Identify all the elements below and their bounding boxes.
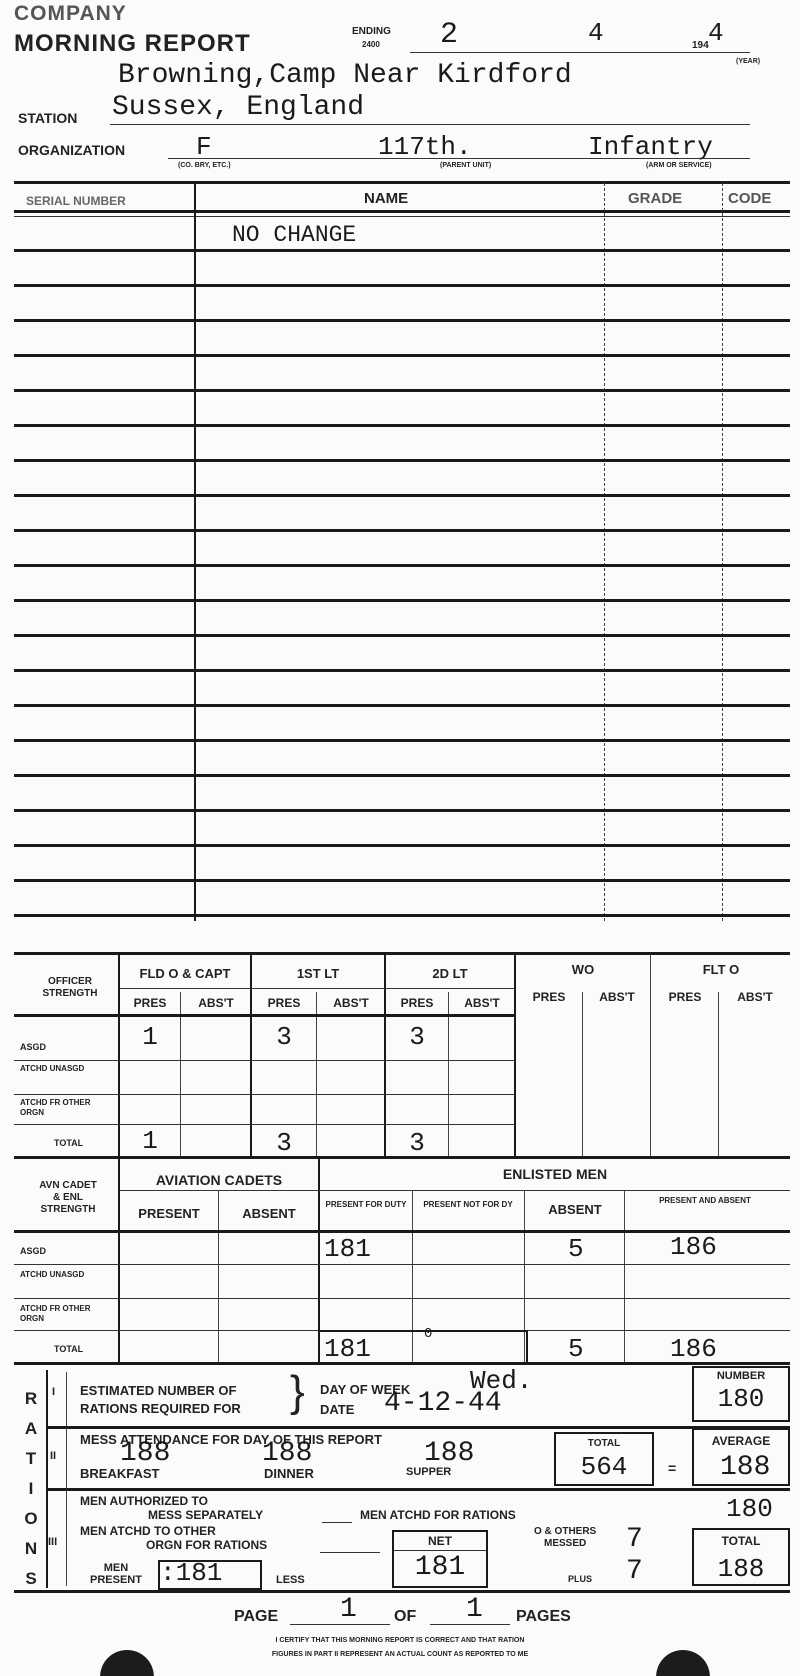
atchd-other-line-1: MEN ATCHD TO OTHER (80, 1524, 216, 1538)
officer-row-atchd-other: ATCHD FR OTHER ORGN (20, 1098, 91, 1117)
rations-part-1: I (52, 1386, 56, 1398)
wo-abst-header: ABS'T (599, 990, 635, 1004)
number-value: 180 (717, 1384, 765, 1414)
others-line-2: MESSED (544, 1538, 587, 1549)
roster-row-rule (14, 354, 790, 357)
officer-strength-label (20, 976, 120, 1000)
code-header: CODE (728, 190, 772, 207)
officer-group-flt-o: FLT O (702, 962, 740, 977)
em-present-for-duty-header: PRESENT FOR DUTY (325, 1200, 407, 1209)
officer-group-wo: WO (571, 962, 595, 977)
total-present-and-absent: 186 (670, 1334, 717, 1364)
aviation-cadets-header: AVIATION CADETS (155, 1172, 283, 1188)
enlisted-men-header: ENLISTED MEN (502, 1166, 608, 1182)
officer-group-rule (120, 988, 514, 989)
rations-bottom-rule (14, 1590, 790, 1593)
page-number: 1 (340, 1594, 357, 1625)
men-atchd-rations-value: 180 (726, 1494, 773, 1524)
avn-group-rule (120, 1190, 790, 1191)
rations-letter: A (24, 1419, 38, 1438)
ending-month: 4 (588, 18, 604, 48)
rations-side-divider (46, 1370, 48, 1588)
total-fld-pres: 1 (142, 1126, 158, 1156)
men-atchd-rations-label: MEN ATCHD FOR RATIONS (360, 1508, 516, 1522)
avn-label-divider (118, 1158, 120, 1362)
officer-header-rule (14, 1014, 514, 1017)
breakfast-label: BREAKFAST (80, 1466, 160, 1481)
avn-label-1: AVN CADET (39, 1180, 97, 1191)
officer-group-divider (650, 954, 651, 1156)
date-label: DATE (320, 1402, 355, 1417)
2lt-pres-header: PRES (400, 996, 434, 1010)
page-underline (290, 1624, 390, 1625)
year-prefix: 194 (692, 40, 709, 51)
men-present-label (76, 1562, 156, 1586)
certify-line-2: FIGURES IN PART II REPRESENT AN ACTUAL COUNT AS REPORTED TO ME (271, 1651, 529, 1658)
station-underline (110, 124, 750, 125)
estimated-rations-label (80, 1382, 241, 1418)
avn-present-header: PRESENT (138, 1206, 200, 1221)
total-absent: 5 (568, 1334, 584, 1364)
roster-row-rule (14, 389, 790, 392)
avn-row-rule (14, 1298, 790, 1299)
officer-top-rule (14, 952, 790, 955)
roster-row-rule (14, 669, 790, 672)
station-label: STATION (18, 110, 78, 126)
roster-row-rule (14, 704, 790, 707)
rations-letter: N (24, 1539, 38, 1558)
avn-label-3: STRENGTH (40, 1204, 96, 1215)
avn-col-divider (218, 1190, 219, 1362)
officer-group-1st-lt: 1ST LT (296, 966, 340, 981)
ending-label: ENDING (352, 26, 391, 37)
avn-row-atchd-unasgd: ATCHD UNASGD (20, 1270, 85, 1279)
officer-col-divider (582, 992, 583, 1156)
men-present-value: :181 (160, 1558, 223, 1588)
est-line-2: RATIONS REQUIRED FOR (80, 1401, 241, 1416)
ending-underline (410, 52, 750, 53)
fld-pres-header: PRES (133, 996, 167, 1010)
roster-row-rule (14, 249, 790, 252)
roster-row-rule (14, 424, 790, 427)
company-label: COMPANY (14, 2, 127, 25)
rations-letter: R (24, 1389, 38, 1408)
name-header: NAME (364, 190, 409, 207)
roster-row-rule (14, 634, 790, 637)
roster-top-rule (14, 181, 790, 184)
1lt-abst-header: ABS'T (333, 996, 369, 1010)
em-absent-header: ABSENT (548, 1202, 602, 1217)
of-label: OF (394, 1608, 417, 1625)
rations-letter: T (25, 1449, 37, 1468)
roster-header-rule-thin (14, 216, 790, 217)
rations-part-3: III (48, 1536, 58, 1548)
rations-side-label (20, 1384, 42, 1594)
men-atchd-other-label (80, 1524, 267, 1552)
plus-label: PLUS (568, 1574, 593, 1584)
grade-header: GRADE (628, 190, 683, 207)
average-label: AVERAGE (711, 1434, 771, 1448)
net-label: NET (428, 1534, 452, 1548)
org-arm: Infantry (588, 132, 713, 162)
asgd-absent: 5 (568, 1234, 584, 1264)
officer-group-fld-capt: FLD O & CAPT (139, 966, 231, 981)
men-authorized-label (80, 1494, 263, 1522)
morning-report-title: MORNING REPORT (14, 30, 251, 57)
net-label-rule (394, 1550, 486, 1551)
asgd-2lt-pres: 3 (409, 1022, 425, 1052)
roster-entry: NO CHANGE (232, 222, 357, 248)
others-line-1: O & OTHERS (534, 1526, 597, 1537)
flt-abst-header: ABS'T (737, 990, 773, 1004)
certification-text (150, 1634, 650, 1662)
supper-label: SUPPER (406, 1466, 452, 1478)
officer-group-divider (384, 954, 386, 1156)
roster-row-rule (14, 459, 790, 462)
net-value: 181 (414, 1552, 466, 1583)
total-present-not-for-duty: 0 (424, 1326, 433, 1342)
mess-total-value: 564 (580, 1452, 628, 1482)
org-company: F (196, 132, 212, 162)
roster-row-rule (14, 809, 790, 812)
location-line: Browning,Camp Near Kirdford (118, 60, 572, 91)
roster-row-rule (14, 844, 790, 847)
fld-abst-header: ABS'T (198, 996, 234, 1010)
officer-group-2d-lt: 2D LT (432, 966, 468, 981)
binder-hole (656, 1650, 710, 1676)
dinner-label: DINNER (264, 1466, 314, 1481)
rations-part-2-rule (48, 1488, 790, 1491)
plus-value: 7 (626, 1556, 643, 1587)
org-parent: 117th. (378, 132, 472, 162)
total-1lt-pres: 3 (276, 1128, 292, 1158)
part-3-divider (66, 1490, 67, 1586)
atchd-other-line-2: ORGN FOR RATIONS (146, 1538, 268, 1552)
page-label: PAGE (234, 1608, 279, 1625)
officer-row-rule (14, 1060, 514, 1061)
roster-row-rule (14, 599, 790, 602)
avn-strength-label (16, 1180, 120, 1216)
officer-row-asgd: ASGD (20, 1042, 47, 1052)
average-value: 188 (720, 1452, 771, 1483)
avn-row-atchd-other: ATCHD FR OTHER ORGN (20, 1304, 91, 1323)
officer-label-1: OFFICER (48, 976, 92, 987)
roster-row-rule (14, 739, 790, 742)
year-label: (YEAR) (736, 58, 761, 65)
officer-group-divider (514, 954, 516, 1156)
others-messed-value: 7 (626, 1524, 643, 1555)
officer-col-divider (718, 992, 719, 1156)
1lt-pres-header: PRES (267, 996, 301, 1010)
part-1-divider (66, 1372, 67, 1426)
officer-row-rule (14, 1124, 514, 1125)
asgd-present-for-duty: 181 (324, 1234, 371, 1264)
number-label: NUMBER (716, 1370, 766, 1382)
officer-row-atchd-unasgd: ATCHD UNASGD (20, 1064, 85, 1073)
day-of-week-value: Wed. (470, 1366, 533, 1396)
pages-underline (430, 1624, 510, 1625)
certify-line-1: I CERTIFY THAT THIS MORNING REPORT IS CORRECT AND THAT RATION (275, 1637, 525, 1644)
grand-total-value: 188 (717, 1554, 765, 1584)
less-label: LESS (276, 1574, 305, 1586)
em-present-not-for-duty-header: PRESENT NOT FOR DY (423, 1200, 513, 1209)
2lt-abst-header: ABS'T (464, 996, 500, 1010)
officer-label-2: STRENGTH (42, 988, 98, 999)
roster-row-rule (14, 529, 790, 532)
brace-icon: } (290, 1367, 305, 1416)
grand-total-label: TOTAL (721, 1534, 761, 1548)
date-value: 4-12-44 (384, 1388, 502, 1419)
others-messed-label (534, 1526, 596, 1550)
org-arm-label: (ARM OR SERVICE) (646, 162, 712, 169)
rations-letter: O (24, 1509, 38, 1528)
flt-pres-header: PRES (668, 990, 702, 1004)
em-col-divider (624, 1190, 625, 1362)
avn-row-asgd: ASGD (20, 1246, 47, 1256)
authorized-line-2: MESS SEPARATELY (148, 1508, 264, 1522)
men-present-line-2: PRESENT (90, 1574, 142, 1586)
atchd-other-blank (320, 1552, 380, 1553)
organization-label: ORGANIZATION (18, 142, 126, 158)
dinner-value: 188 (262, 1438, 313, 1469)
avn-row-total: TOTAL (54, 1344, 84, 1354)
asgd-fld-pres: 1 (142, 1022, 158, 1052)
wo-pres-header: PRES (532, 990, 566, 1004)
org-company-label: (CO. BRY, ETC.) (178, 162, 231, 169)
roster-row-rule (14, 494, 790, 497)
mess-attendance-label: MESS ATTENDANCE FOR DAY OF THIS REPORT (80, 1432, 382, 1447)
men-present-line-1: MEN (103, 1562, 129, 1574)
rations-letter: I (28, 1479, 34, 1498)
roster-header-rule (14, 210, 790, 213)
authorized-line-1: MEN AUTHORIZED TO (80, 1494, 208, 1508)
breakfast-value: 188 (120, 1438, 171, 1469)
pages-label: PAGES (516, 1608, 571, 1625)
avn-label-2: & ENL (53, 1192, 83, 1203)
equals-sign: = (668, 1460, 677, 1476)
org-underline (168, 158, 750, 159)
asgd-1lt-pres: 3 (276, 1022, 292, 1052)
day-of-week-label: DAY OF WEEK (320, 1382, 411, 1397)
em-present-and-absent-header: PRESENT AND ABSENT (659, 1196, 751, 1205)
roster-row-rule (14, 879, 790, 882)
total-2lt-pres: 3 (409, 1128, 425, 1158)
org-parent-label: (PARENT UNIT) (440, 162, 492, 169)
supper-value: 188 (424, 1438, 475, 1469)
roster-row-rule (14, 914, 790, 917)
serial-number-header: SERIAL NUMBER (26, 194, 126, 208)
avn-absent-header: ABSENT (242, 1206, 296, 1221)
officer-row-total: TOTAL (54, 1138, 84, 1148)
roster-row-rule (14, 564, 790, 567)
total-present-for-duty: 181 (324, 1334, 371, 1364)
mess-total-label: TOTAL (587, 1438, 621, 1449)
station-value: Sussex, England (112, 92, 365, 123)
part-2-divider (66, 1428, 67, 1488)
officer-group-divider (250, 954, 252, 1156)
roster-row-rule (14, 284, 790, 287)
asgd-present-and-absent: 186 (670, 1232, 717, 1262)
est-line-1: ESTIMATED NUMBER OF (80, 1383, 237, 1398)
ending-day: 2 (440, 18, 459, 52)
ending-sub-label: 2400 (362, 40, 380, 49)
rations-part-2: II (50, 1450, 57, 1462)
authorized-blank (322, 1522, 352, 1523)
binder-hole (100, 1650, 154, 1676)
year-digit: 4 (708, 18, 724, 48)
pages-number: 1 (466, 1594, 483, 1625)
rations-letter: S (25, 1569, 37, 1588)
rations-part-1-rule (48, 1426, 790, 1429)
roster-row-rule (14, 319, 790, 322)
roster-row-rule (14, 774, 790, 777)
avn-row-rule (14, 1264, 790, 1265)
officer-row-rule (14, 1094, 514, 1095)
